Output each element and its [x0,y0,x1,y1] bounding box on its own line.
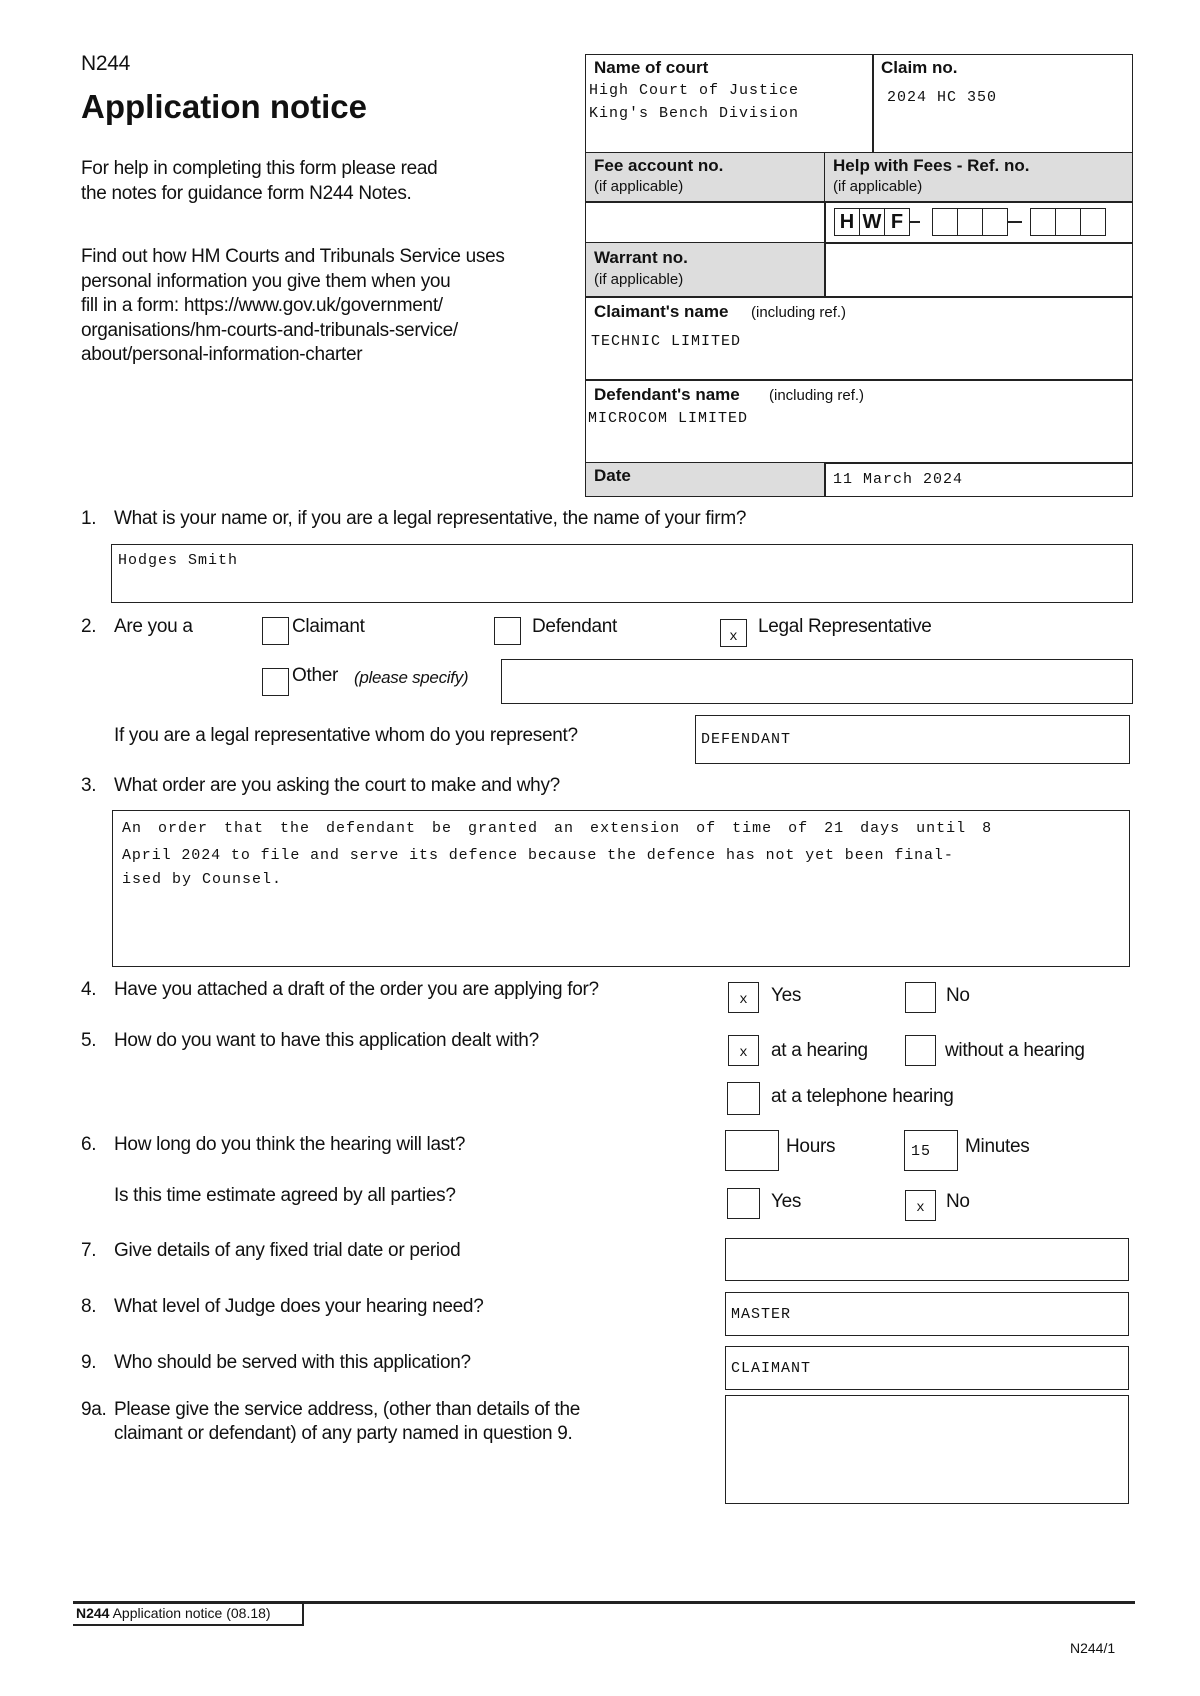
warrant-label: Warrant no. [594,248,688,267]
question-6-text: How long do you think the hearing will last? [114,1134,466,1155]
warrant-header [585,242,826,298]
hwf-letter: F [884,208,910,236]
question-9-text: Who should be served with this application? [114,1352,471,1373]
question-number: 9a. [81,1399,107,1420]
name-of-court-cell[interactable] [585,54,874,154]
defendant-name-cell[interactable] [585,379,1133,464]
telephone-hearing-label: at a telephone hearing [771,1086,954,1107]
question-number: 4. [81,979,97,1000]
question-5-text: How do you want to have this application dealt with? [114,1030,539,1051]
dash [1008,221,1022,223]
judge-level-input[interactable] [725,1292,1129,1336]
including-ref-note: (including ref.) [751,304,847,321]
question-number: 8. [81,1296,97,1317]
name-of-court-value: High Court of Justice [589,82,800,99]
date-header [585,462,826,497]
without-hearing-checkbox[interactable] [905,1035,936,1066]
hwf-ref-field [824,201,1133,244]
if-applicable-note: (if applicable) [594,178,684,195]
agreed-question: Is this time estimate agreed by all parties? [114,1185,456,1206]
if-applicable-note: (if applicable) [594,271,684,288]
date-value: 11 March 2024 [833,471,964,488]
privacy-text: personal information you give them when you [81,271,451,292]
hours-input[interactable] [725,1130,779,1171]
privacy-link[interactable]: fill in a form: https://www.gov.uk/government/ [81,295,443,316]
other-option-label: Other [292,665,339,686]
at-hearing-checkbox[interactable]: x [728,1035,759,1066]
legal-representative-option-label: Legal Representative [758,616,932,637]
question-number: 5. [81,1030,97,1051]
question-9a-text: claimant or defendant) of any party named in question 9. [114,1423,573,1444]
minutes-input[interactable] [904,1130,958,1171]
claimant-name-label: Claimant's name [594,302,729,321]
represent-value: DEFENDANT [701,731,792,748]
footer-title: Application notice (08.18) [112,1605,271,1621]
minutes-label: Minutes [965,1136,1030,1157]
draft-yes-checkbox[interactable]: x [728,982,759,1013]
legal-representative-checkbox[interactable]: x [720,619,747,647]
privacy-link[interactable]: about/personal-information-charter [81,344,363,365]
claimant-name-cell[interactable] [585,296,1133,381]
served-party-value: CLAIMANT [731,1360,812,1377]
privacy-text: Find out how HM Courts and Tribunals Service uses [81,246,505,267]
hwf-label: Help with Fees - Ref. no. [833,156,1030,175]
claim-no-cell[interactable] [872,54,1133,154]
hwf-digit-box[interactable] [957,208,983,236]
represent-question: If you are a legal representative whom do you represent? [114,725,578,746]
question-1-text: What is your name or, if you are a legal representative, the name of your firm? [114,508,747,529]
question-8-text: What level of Judge does your hearing need? [114,1296,484,1317]
question-number: 9. [81,1352,97,1373]
order-text-line: An order that the defendant be granted an extension of time of 21 days until 8 [122,820,993,837]
question-7-text: Give details of any fixed trial date or period [114,1240,461,1261]
defendant-name-value: MICROCOM LIMITED [588,410,749,427]
question-number: 6. [81,1134,97,1155]
hwf-digit-box[interactable] [932,208,958,236]
dash [910,221,920,223]
fee-account-label: Fee account no. [594,156,724,175]
defendant-option-label: Defendant [532,616,617,637]
name-of-court-value: King's Bench Division [589,105,800,122]
question-9a-text: Please give the service address, (other than details of the [114,1399,581,1420]
date-field[interactable] [824,462,1133,497]
privacy-link[interactable]: organisations/hm-courts-and-tribunals-service/ [81,320,458,341]
draft-no-checkbox[interactable] [905,982,936,1013]
no-label: No [946,985,970,1006]
warrant-input[interactable] [824,242,1133,298]
other-specify-input[interactable] [501,659,1133,704]
help-text: For help in completing this form please read [81,158,438,179]
including-ref-note: (including ref.) [769,387,865,404]
page-title: Application notice [81,88,368,125]
agreed-no-checkbox[interactable]: x [905,1190,936,1221]
no-label: No [946,1191,970,1212]
hwf-header [824,152,1133,203]
represent-input[interactable] [695,715,1130,764]
telephone-hearing-checkbox[interactable] [727,1082,760,1115]
defendant-checkbox[interactable] [494,617,521,645]
order-requested-textarea[interactable] [112,810,1130,967]
minutes-value: 15 [911,1143,932,1160]
order-text-line: ised by Counsel. [122,871,283,888]
page-number: N244/1 [1070,1640,1116,1656]
hwf-letter: H [834,208,860,236]
name-of-court-label: Name of court [594,58,709,77]
firm-name-input[interactable] [111,544,1133,603]
order-text-line: April 2024 to file and serve its defence because the defence has not yet been final- [122,847,954,864]
hwf-digit-box[interactable] [1080,208,1106,236]
footer-code: N244 [76,1605,110,1621]
claim-no-value: 2024 HC 350 [887,89,998,106]
yes-label: Yes [771,1191,802,1212]
question-3-text: What order are you asking the court to make and why? [114,775,560,796]
fee-account-input[interactable] [585,201,826,244]
question-2-text: Are you a [114,616,193,637]
claimant-checkbox[interactable] [262,617,289,645]
date-label: Date [594,466,631,485]
other-checkbox[interactable] [262,668,289,696]
judge-level-value: MASTER [731,1306,792,1323]
question-number: 1. [81,508,97,529]
claimant-option-label: Claimant [292,616,365,637]
hours-label: Hours [786,1136,836,1157]
help-text: the notes for guidance form N244 Notes. [81,183,412,204]
question-number: 2. [81,616,97,637]
question-number: 7. [81,1240,97,1261]
form-code: N244 [81,52,131,75]
at-hearing-label: at a hearing [771,1040,868,1061]
defendant-name-label: Defendant's name [594,385,740,404]
without-hearing-label: without a hearing [945,1040,1085,1061]
fee-account-header [585,152,826,203]
claimant-name-value: TECHNIC LIMITED [591,333,742,350]
hwf-letter: W [859,208,885,236]
agreed-yes-checkbox[interactable] [727,1188,760,1219]
question-number: 3. [81,775,97,796]
firm-name-value: Hodges Smith [118,552,239,569]
served-party-input[interactable] [725,1346,1129,1390]
service-address-textarea[interactable] [725,1395,1129,1504]
other-hint: (please specify) [354,668,469,687]
hwf-digit-box[interactable] [1055,208,1081,236]
footer-form-label [73,1603,304,1626]
hwf-digit-box[interactable] [1030,208,1056,236]
question-4-text: Have you attached a draft of the order you are applying for? [114,979,599,1000]
hwf-digit-box[interactable] [982,208,1008,236]
fixed-trial-date-input[interactable] [725,1238,1129,1281]
claim-no-label: Claim no. [881,58,958,77]
yes-label: Yes [771,985,802,1006]
if-applicable-note: (if applicable) [833,178,923,195]
